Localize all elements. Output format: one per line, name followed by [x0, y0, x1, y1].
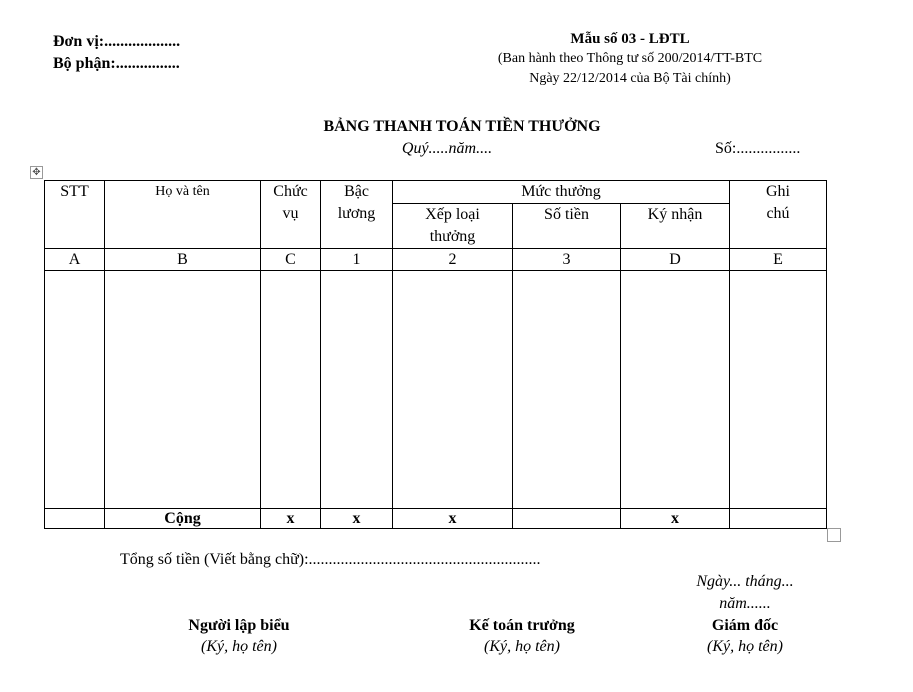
- signature-preparer: [139, 615, 339, 657]
- unit-info: [53, 31, 180, 75]
- header-salary-grade: Bậc lương: [321, 181, 393, 249]
- signature-chief-accountant: [422, 615, 622, 657]
- signature-role: Người lập biểu: [188, 617, 290, 634]
- total-cell: x: [261, 509, 321, 529]
- code-cell: D: [621, 249, 730, 271]
- signature-hint: (Ký, họ tên): [201, 638, 277, 655]
- header-stt: STT: [45, 181, 105, 249]
- signature-hint: (Ký, họ tên): [484, 638, 560, 655]
- amount-in-words: Tổng số tiền (Viết bằng chữ):..........................................................: [120, 551, 541, 568]
- table-move-handle-icon[interactable]: ✥: [30, 166, 43, 179]
- total-label: Cộng: [105, 509, 261, 529]
- form-code: Mẫu số 03 - LĐTL: [570, 31, 690, 47]
- total-cell: x: [321, 509, 393, 529]
- header-bonus-group: Mức thưởng: [393, 181, 730, 204]
- body-cell[interactable]: [513, 271, 621, 509]
- header-signature: Ký nhận: [621, 204, 730, 249]
- code-cell: E: [730, 249, 827, 271]
- form-header: [460, 29, 800, 89]
- total-cell: x: [393, 509, 513, 529]
- signature-hint: (Ký, họ tên): [707, 638, 783, 655]
- code-cell: 2: [393, 249, 513, 271]
- document-number: Số:................: [715, 140, 801, 157]
- table-resize-handle-icon[interactable]: [827, 528, 841, 542]
- signature-role: Giám đốc: [711, 617, 779, 634]
- body-cell[interactable]: [730, 271, 827, 509]
- code-cell: 3: [513, 249, 621, 271]
- unit-label: Đơn vị:...................: [53, 33, 181, 50]
- body-cell[interactable]: [105, 271, 261, 509]
- total-amount-cell[interactable]: [513, 509, 621, 529]
- column-code-row: [45, 249, 827, 271]
- bonus-payment-table: [44, 180, 827, 529]
- table-body-row: [45, 271, 827, 509]
- total-cell: [730, 509, 827, 529]
- issued-by-line1: (Ban hành theo Thông tư số 200/2014/TT-BTC: [497, 51, 763, 66]
- header-bonus-rank: Xếp loại thưởng: [393, 204, 513, 249]
- code-cell: C: [261, 249, 321, 271]
- header-amount: Số tiền: [513, 204, 621, 249]
- date-line: Ngày... tháng... năm......: [696, 573, 794, 612]
- header-name: Họ và tên: [105, 181, 261, 249]
- department-label: Bộ phận:................: [53, 55, 180, 72]
- total-cell: x: [621, 509, 730, 529]
- body-cell[interactable]: [261, 271, 321, 509]
- body-cell[interactable]: [321, 271, 393, 509]
- header-position: Chức vụ: [261, 181, 321, 249]
- issued-by-line2: Ngày 22/12/2014 của Bộ Tài chính): [529, 71, 731, 86]
- body-cell[interactable]: [393, 271, 513, 509]
- signature-director: [645, 615, 845, 657]
- code-cell: 1: [321, 249, 393, 271]
- document-period: Quý.....năm....: [401, 140, 493, 157]
- document-title: BẢNG THANH TOÁN TIỀN THƯỞNG: [323, 118, 601, 135]
- code-cell: A: [45, 249, 105, 271]
- body-cell[interactable]: [45, 271, 105, 509]
- total-row: [45, 509, 827, 529]
- header-note: Ghi chú: [730, 181, 827, 249]
- signature-role: Kế toán trưởng: [469, 617, 575, 634]
- total-cell: [45, 509, 105, 529]
- body-cell[interactable]: [621, 271, 730, 509]
- code-cell: B: [105, 249, 261, 271]
